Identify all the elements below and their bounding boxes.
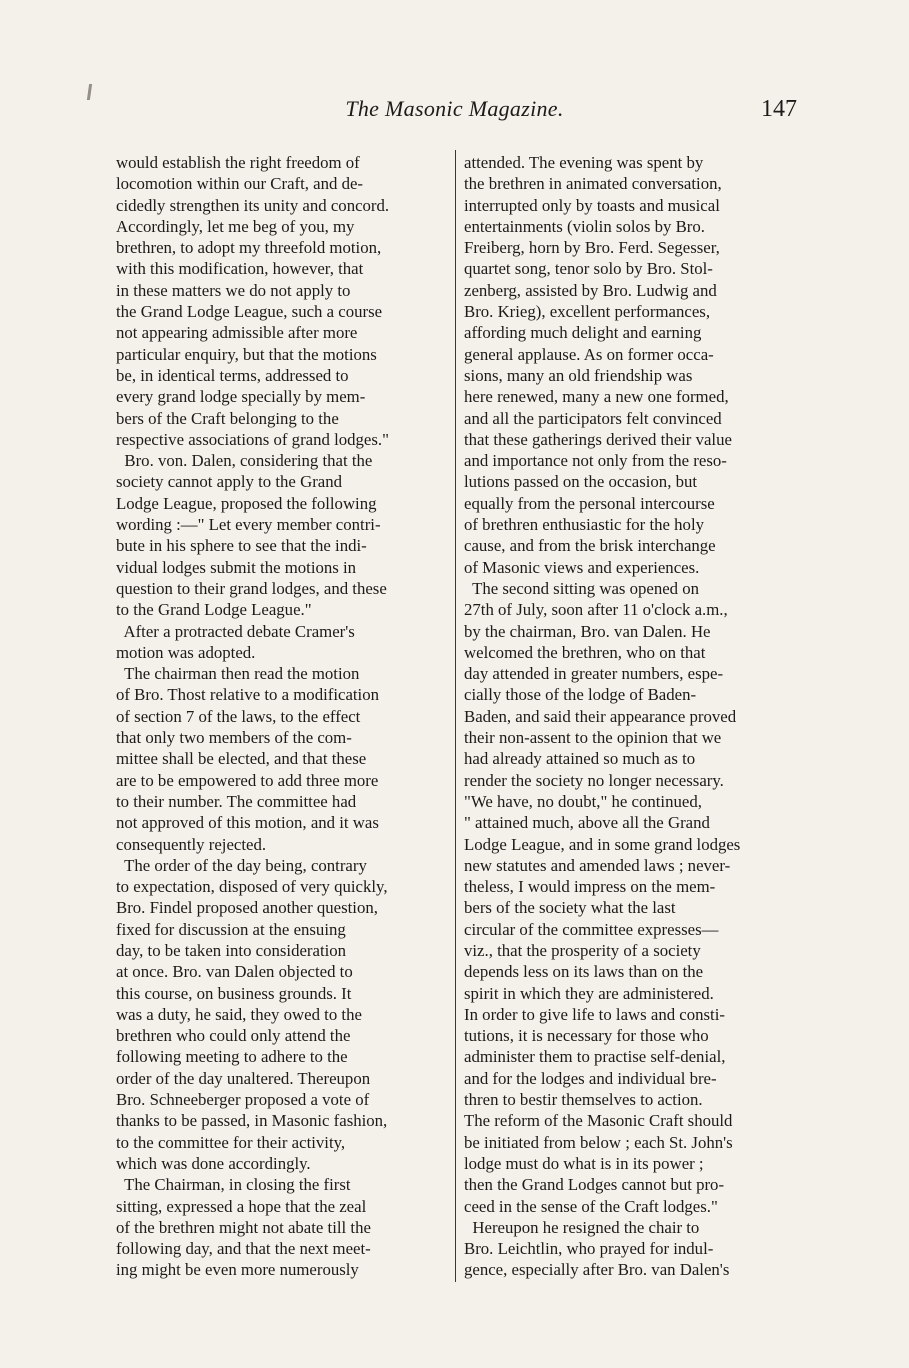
text-line: motion was adopted. [116,642,256,662]
text-line: cidedly strengthen its unity and concord. [116,195,390,215]
text-line: day, to be taken into consideration [116,940,347,960]
text-line: to the committee for their activity, [116,1132,346,1152]
text-line: interrupted only by toasts and musical [464,195,720,215]
text-line: Bro. Schneeberger proposed a vote of [116,1090,370,1110]
text-line: of brethren enthusiastic for the holy [464,515,704,535]
text-line: zenberg, assisted by Bro. Ludwig and [464,280,717,300]
text-line: Lodge League, and in some grand lodges [464,834,741,854]
text-line: depends less on its laws than on the [464,962,704,982]
text-line: The chairman then read the motion [116,664,360,684]
text-line: tutions, it is necessary for those who [464,1026,709,1046]
text-line: cially those of the lodge of Baden- [464,685,697,705]
text-line: welcomed the brethren, who on that [464,642,706,662]
text-line: at once. Bro. van Dalen objected to [116,962,353,982]
text-line: brethren, to adopt my threefold motion, [116,238,382,258]
text-line: would establish the right freedom of [116,153,360,172]
text-line: bute in his sphere to see that the indi- [116,536,367,556]
text-line: equally from the personal intercourse [464,493,715,513]
text-line: that only two members of the com- [116,728,352,748]
text-line: not appearing admissible after more [116,323,358,343]
text-line: affording much delight and earning [464,323,702,343]
text-line: The reform of the Masonic Craft should [464,1111,733,1131]
text-line: that these gatherings derived their value [464,429,732,449]
text-line: to the Grand Lodge League." [116,600,312,620]
text-line: following day, and that the next meet- [116,1239,371,1259]
text-line: of section 7 of the laws, to the effect [116,706,361,726]
text-line: lodge must do what is in its power ; [464,1153,704,1173]
text-line: viz., that the prosperity of a society [464,940,701,960]
text-line: circular of the committee expresses— [464,919,719,939]
text-line: theless, I would impress on the mem- [464,877,716,897]
text-line: here renewed, many a new one formed, [464,387,729,407]
text-line: bers of the Craft belonging to the [116,408,339,428]
text-line: vidual lodges submit the motions in [116,557,357,577]
text-line: society cannot apply to the Grand [116,472,343,492]
text-line: thanks to be passed, in Masonic fashion, [116,1111,388,1131]
text-line: which was done accordingly. [116,1153,311,1173]
text-line: Bro. Findel proposed another question, [116,898,378,918]
text-line: consequently rejected. [116,834,267,854]
text-line: of the brethren might not abate till the [116,1217,371,1237]
text-line: the Grand Lodge League, such a course [116,302,383,322]
text-line: not approved of this motion, and it was [116,813,379,833]
text-line: order of the day unaltered. Thereupon [116,1068,371,1088]
text-line: question to their grand lodges, and these [116,578,387,598]
text-line: " attained much, above all the Grand [464,813,710,833]
text-line: locomotion within our Craft, and de- [116,174,364,194]
text-line: had already attained so much as to [464,749,696,769]
text-line: every grand lodge specially by mem- [116,387,366,407]
text-line: spirit in which they are administered. [464,983,714,1003]
text-line: to expectation, disposed of very quickly, [116,877,388,897]
text-line: by the chairman, Bro. van Dalen. He [464,621,711,641]
text-line: Baden, and said their appearance proved [464,706,737,726]
text-line: Bro. von. Dalen, considering that the [116,451,373,471]
text-line: brethren who could only attend the [116,1026,351,1046]
text-line: was a duty, he said, they owed to the [116,1004,362,1024]
text-line: general applause. As on former occa- [464,344,714,364]
text-line: cause, and from the brisk interchange [464,536,716,556]
text-line: their non-assent to the opinion that we [464,728,722,748]
text-line: The second sitting was opened on [464,578,700,598]
text-line: day attended in greater numbers, espe- [464,664,724,684]
text-line: new statutes and amended laws ; never- [464,855,731,875]
text-line: render the society no longer necessary. [464,770,724,790]
left-column [116,152,440,1281]
text-line: be initiated from below ; each St. John's [464,1132,733,1152]
page-header [0,96,909,128]
text-line: quartet song, tenor solo by Bro. Stol- [464,259,713,279]
text-line: respective associations of grand lodges." [116,429,389,449]
text-line: then the Grand Lodges cannot but pro- [464,1175,725,1195]
text-line: Bro. Krieg), excellent performances, [464,302,711,322]
text-line: sions, many an old friendship was [464,365,693,385]
text-line: of Masonic views and experiences. [464,557,700,577]
text-line: mittee shall be elected, and that these [116,749,367,769]
text-line: following meeting to adhere to the [116,1047,348,1067]
right-column [464,152,794,1281]
text-line: In order to give life to laws and consti- [464,1004,725,1024]
text-line: administer them to practise self-denial, [464,1047,726,1067]
text-line: Freiberg, horn by Bro. Ferd. Segesser, [464,238,720,258]
text-line: Bro. Leichtlin, who prayed for indul- [464,1239,714,1259]
text-line: Accordingly, let me beg of you, my [116,216,355,236]
text-line: the brethren in animated conversation, [464,174,722,194]
text-line: particular enquiry, but that the motions [116,344,377,364]
text-line: fixed for discussion at the ensuing [116,919,346,939]
text-line: are to be empowered to add three more [116,770,379,790]
text-line: Lodge League, proposed the following [116,493,377,513]
text-line: to their number. The committee had [116,791,357,811]
text-line: of Bro. Thost relative to a modification [116,685,380,705]
text-line: and all the participators felt convinced [464,408,722,428]
text-line: Hereupon he resigned the chair to [464,1217,700,1237]
text-line: and for the lodges and individual bre- [464,1068,717,1088]
page-number: 147 [761,96,797,122]
text-line: thren to bestir themselves to action. [464,1090,703,1110]
text-line: wording :—" Let every member contri- [116,515,381,535]
text-line: this course, on business grounds. It [116,983,352,1003]
text-line: bers of the society what the last [464,898,676,918]
text-line: attended. The evening was spent by [464,153,704,172]
text-line: "We have, no doubt," he continued, [464,791,702,811]
text-line: ceed in the sense of the Craft lodges." [464,1196,718,1216]
column-divider [455,150,456,1282]
text-line: The Chairman, in closing the first [116,1175,351,1195]
text-line: lutions passed on the occasion, but [464,472,698,492]
text-line: sitting, expressed a hope that the zeal [116,1196,367,1216]
text-line: and importance not only from the reso- [464,451,727,471]
text-line: be, in identical terms, addressed to [116,365,349,385]
text-line: in these matters we do not apply to [116,280,351,300]
text-line: with this modification, however, that [116,259,364,279]
text-line: After a protracted debate Cramer's [116,621,355,641]
text-line: entertainments (violin solos by Bro. [464,216,705,236]
text-line: The order of the day being, contrary [116,855,367,875]
text-line: gence, especially after Bro. van Dalen's [464,1260,730,1280]
text-line: ing might be even more numerously [116,1260,359,1280]
running-title: The Masonic Magazine. [345,96,564,121]
text-line: 27th of July, soon after 11 o'clock a.m., [464,600,728,620]
